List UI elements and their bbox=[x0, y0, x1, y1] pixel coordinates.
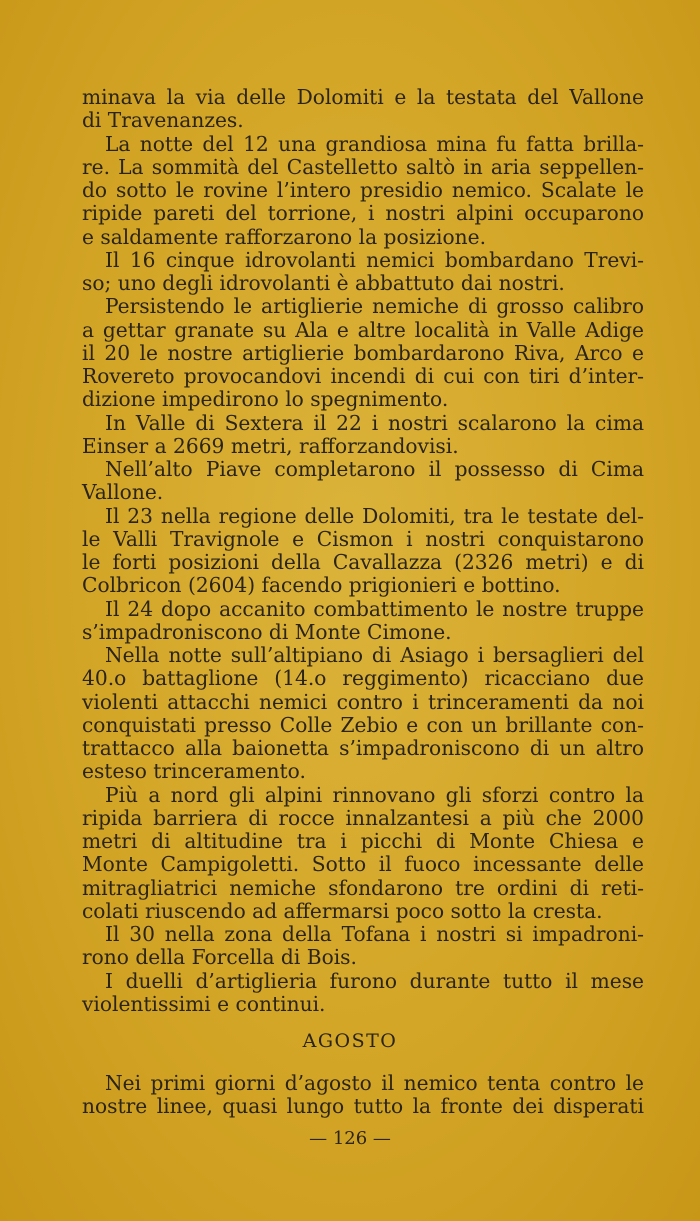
text-line: so; uno degli idrovolanti è abbattuto dai nostri. bbox=[82, 271, 565, 295]
text-line: Vallone. bbox=[82, 480, 164, 505]
text-line: do sotto le rovine l’intero presidio nemico. Scalate le bbox=[82, 178, 644, 202]
text-line: Monte Campigoletti. Sotto il fuoco incessante delle bbox=[82, 852, 644, 877]
text-line: le forti posizioni della Cavallazza (2326 metri) e di bbox=[82, 550, 644, 574]
text-line: Rovereto provocandovi incendi di cui con tiri d’inter- bbox=[82, 364, 644, 388]
text-line: ripide pareti del torrione, i nostri alpini occuparono bbox=[82, 201, 644, 226]
text-line: ripida barriera di rocce innalzantesi a più che 2000 bbox=[82, 805, 644, 830]
text-line: Il 16 cinque idrovolanti nemici bombardano Trevi- bbox=[105, 247, 644, 272]
text-line: In Valle di Sextera il 22 i nostri scalarono la cima bbox=[105, 410, 644, 435]
text-line: colati riuscendo ad affermarsi poco sotto la cresta. bbox=[82, 898, 603, 923]
section-title: AGOSTO bbox=[302, 1030, 398, 1052]
text-line: Il 23 nella regione delle Dolomiti, tra le testate del- bbox=[105, 503, 644, 528]
text-line: il 20 le nostre artiglierie bombardarono Riva, Arco e bbox=[82, 340, 644, 365]
text-line: trattacco alla baionetta s’impadroniscono di un altro bbox=[82, 736, 644, 760]
text-line: esteso trinceramento. bbox=[82, 759, 306, 784]
page-number: — 126 — bbox=[309, 1128, 391, 1149]
text-line: Il 24 dopo accanito combattimento le nostre truppe bbox=[105, 596, 644, 621]
text-line: 40.o battaglione (14.o reggimento) ricacciano due bbox=[82, 666, 644, 691]
text-line: Più a nord gli alpini rinnovano gli sforzi contro la bbox=[105, 782, 644, 807]
text-line: Einser a 2669 metri, rafforzandovisi. bbox=[82, 433, 459, 458]
text-line: Colbricon (2604) facendo prigionieri e bottino. bbox=[82, 573, 561, 598]
text-line: dizione impedirono lo spegnimento. bbox=[82, 387, 449, 412]
text-line: violentissimi e continui. bbox=[82, 991, 326, 1016]
text-line: metri di altitudine tra i picchi di Monte Chiesa e bbox=[82, 829, 644, 853]
text-line: mitragliatrici nemiche sfondarono tre ordini di reti- bbox=[82, 875, 644, 900]
text-line: a gettar granate su Ala e altre località in Valle Adige bbox=[82, 317, 644, 342]
text-line: le Valli Travignole e Cismon i nostri conquistarono bbox=[82, 526, 644, 551]
text-line: re. La sommità del Castelletto saltò in aria seppellen- bbox=[82, 154, 644, 179]
text-line: violenti attacchi nemici contro i trinceramenti da noi bbox=[82, 689, 644, 714]
text-line: rono della Forcella di Bois. bbox=[82, 945, 357, 970]
text-line: minava la via delle Dolomiti e la testata del Vallone bbox=[82, 85, 644, 109]
text-line: Nell’alto Piave completarono il possesso di Cima bbox=[105, 457, 644, 481]
text-line: s’impadroniscono di Monte Cimone. bbox=[82, 619, 452, 644]
text-line: nostre linee, quasi lungo tutto la fronte dei disperati bbox=[82, 1094, 644, 1119]
text-line: e saldamente rafforzarono la posizione. bbox=[82, 224, 487, 249]
text-line: I duelli d’artiglieria furono durante tutto il mese bbox=[105, 968, 644, 993]
text-line: Il 30 nella zona della Tofana i nostri si impadroni- bbox=[105, 922, 644, 946]
text-line: Nella notte sull’altipiano di Asiago i bersaglieri del bbox=[105, 643, 644, 667]
text-line: Persistendo le artiglierie nemiche di grosso calibro bbox=[105, 294, 644, 319]
text-line: di Travenanzes. bbox=[82, 108, 244, 133]
text-line: La notte del 12 una grandiosa mina fu fatta brilla- bbox=[105, 131, 644, 156]
section-text bbox=[82, 1072, 644, 1119]
body-text bbox=[82, 86, 644, 1016]
text-line: conquistati presso Colle Zebio e con un brillante con- bbox=[82, 712, 644, 737]
text-line: Nei primi giorni d’agosto il nemico tenta contro le bbox=[105, 1071, 644, 1095]
